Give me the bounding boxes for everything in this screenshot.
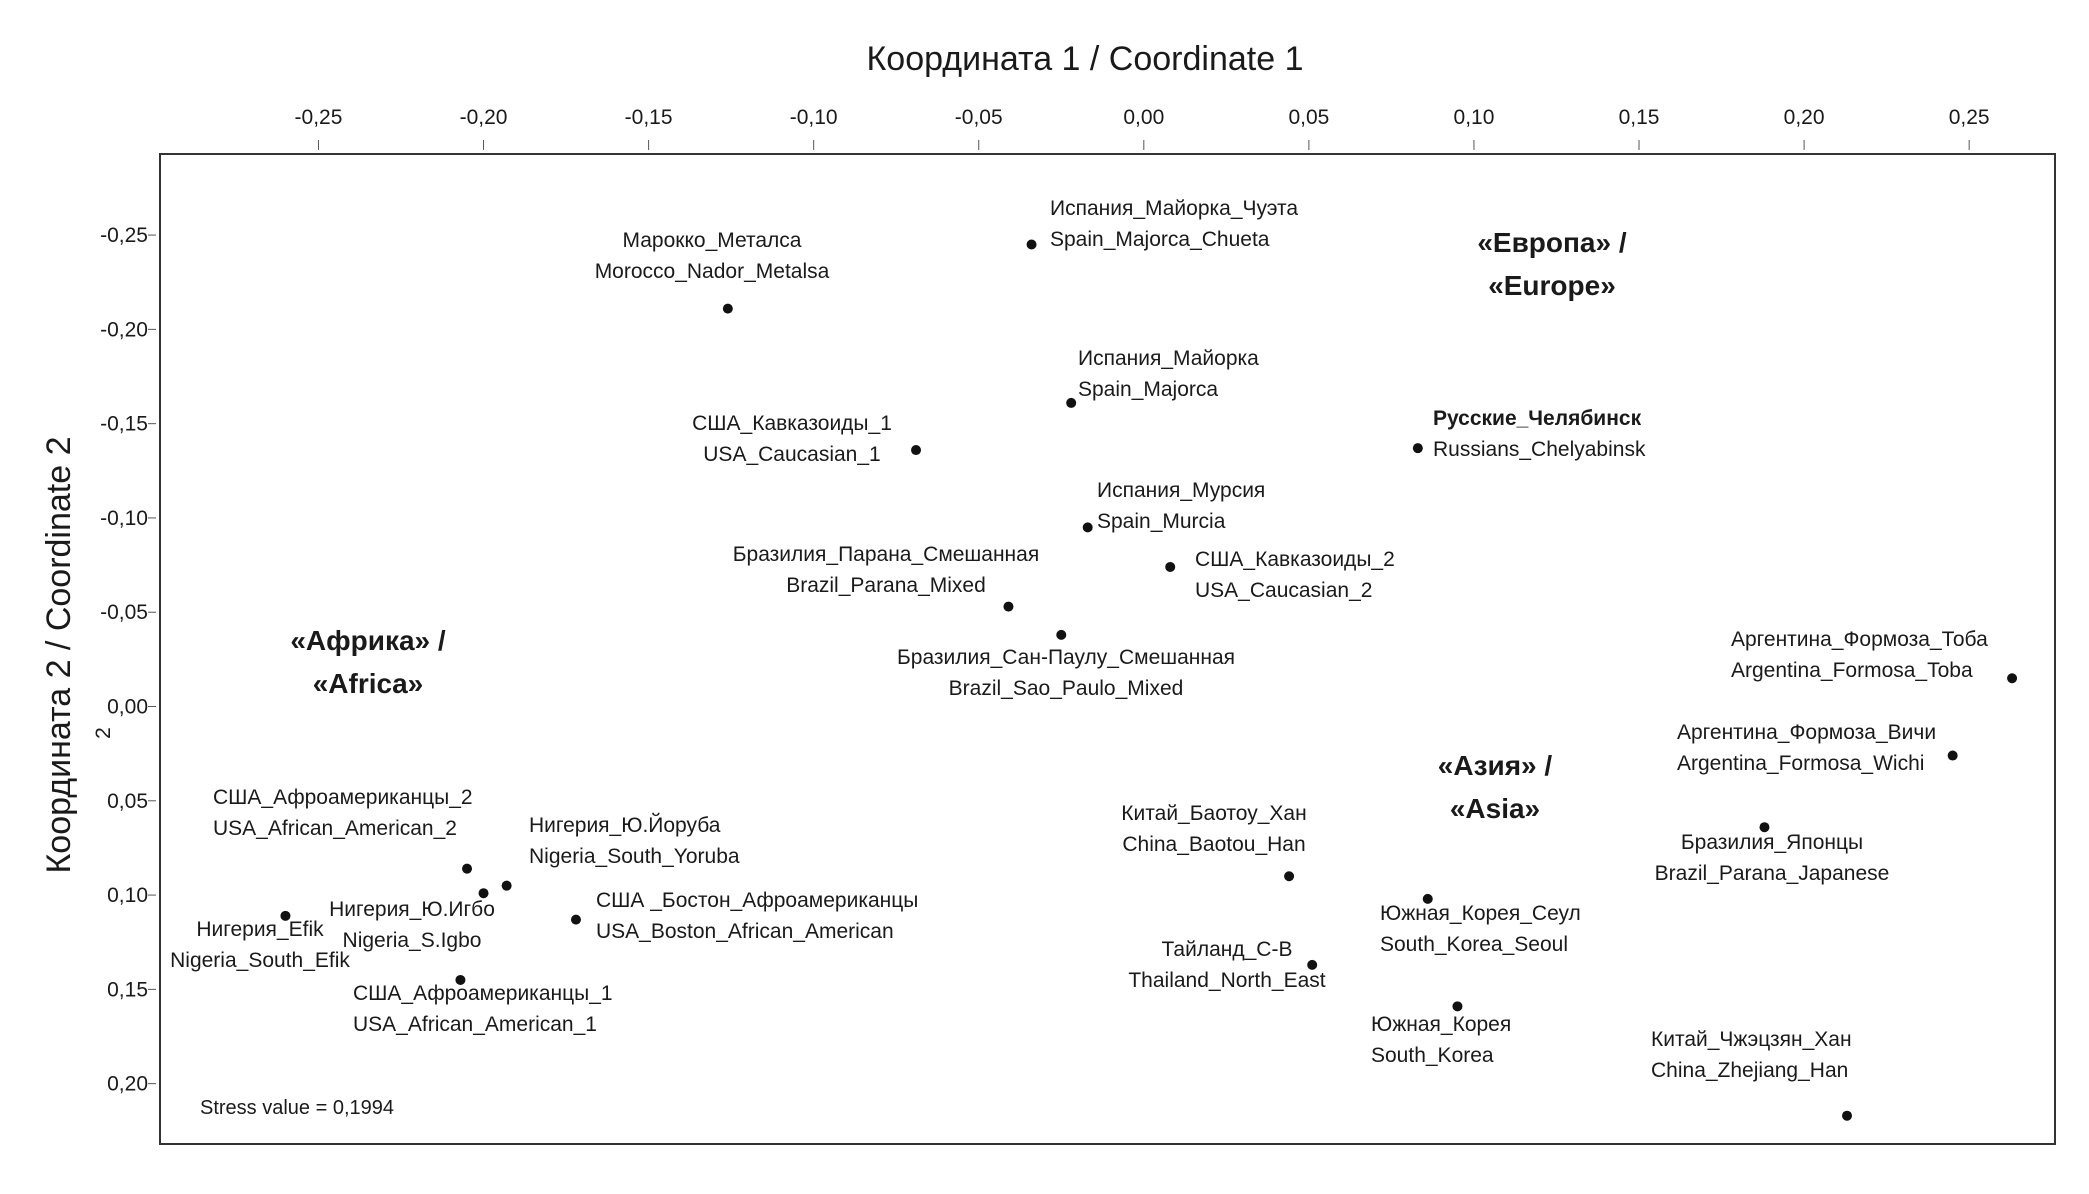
data-point [911, 445, 921, 455]
point-label-ru: Испания_Мурсия [1097, 479, 1266, 502]
point-label-en: Argentina_Formosa_Wichi [1677, 752, 1925, 775]
data-point [1413, 443, 1423, 453]
y-tick-label: -0,20 [100, 318, 148, 342]
region-label: «Africa» [312, 668, 424, 699]
point-label-ru: Китай_Баотоу_Хан [1121, 802, 1307, 825]
point-label-en: Spain_Majorca [1078, 378, 1219, 401]
point-label-ru: Бразилия_Японцы [1680, 831, 1864, 854]
data-point [2007, 673, 2017, 683]
point-label-ru: Южная_Корея_Сеул [1380, 902, 1581, 925]
data-point [723, 304, 733, 314]
point-label-ru: Нигерия_Ю.Игбо [329, 898, 495, 921]
point-label-en: South_Korea_Seoul [1380, 933, 1568, 956]
point-label-ru: США_Афроамериканцы_2 [213, 786, 473, 809]
point-label-ru: Китай_Чжэцзян_Хан [1651, 1028, 1852, 1051]
data-point [1027, 240, 1037, 250]
point-label-en: USA_Boston_African_American [596, 920, 894, 943]
point-label-ru: Бразилия_Парана_Смешанная [732, 543, 1040, 566]
data-point [1452, 1001, 1462, 1011]
point-label-en: USA_Caucasian_1 [703, 443, 881, 466]
point-label-en: Russians_Chelyabinsk [1433, 438, 1646, 461]
data-point [1083, 522, 1093, 532]
region-labels [290, 227, 1627, 824]
point-label-en: Thailand_North_East [1128, 969, 1326, 992]
point-label-ru: Испания_Майорка_Чуэта [1050, 197, 1299, 220]
y-tick-label: 0,00 [107, 695, 148, 719]
data-point [1284, 871, 1294, 881]
point-label-ru: США_Кавказоиды_1 [692, 412, 892, 435]
y-tick-label: -0,05 [100, 601, 148, 625]
point-label-ru: Южная_Корея [1371, 1013, 1512, 1036]
point-label-ru: США_Афроамериканцы_1 [353, 982, 613, 1005]
y-tick-label: 0,20 [107, 1072, 148, 1096]
data-point [571, 915, 581, 925]
point-label-en: USA_African_American_1 [353, 1013, 597, 1036]
data-point [479, 888, 489, 898]
data-point [462, 864, 472, 874]
point-label-en: Brazil_Sao_Paulo_Mixed [948, 677, 1184, 700]
point-label-ru: Марокко_Металса [622, 229, 802, 252]
point-label-en: Brazil_Parana_Mixed [786, 574, 986, 597]
y-tick-label: -0,15 [100, 412, 148, 436]
point-label-en: Argentina_Formosa_Toba [1731, 659, 1973, 682]
point-label-en: China_Zhejiang_Han [1651, 1059, 1849, 1082]
y-tick-label: 0,10 [107, 884, 148, 908]
point-label-ru: США _Бостон_Афроамериканцы [596, 889, 919, 912]
point-label-en: Spain_Majorca_Chueta [1050, 228, 1270, 251]
x-tick-label: 0,05 [1288, 106, 1330, 129]
x-axis-title: Координата 1 / Coordinate 1 [866, 40, 1304, 78]
y-axis-title: Координата 2 / Coordinate 2 [40, 436, 78, 874]
point-label-en: Spain_Murcia [1097, 510, 1226, 533]
x-tick-label: -0,05 [954, 106, 1003, 129]
data-point [1003, 602, 1013, 612]
x-tick-label: -0,20 [459, 106, 508, 129]
data-point [1165, 562, 1175, 572]
region-label: «Europe» [1488, 270, 1616, 301]
region-label: «Asia» [1449, 793, 1541, 824]
x-axis-ticks [295, 106, 1990, 150]
point-label-ru: Тайланд_С-В [1161, 938, 1293, 961]
point-label-ru: Аргентина_Формоза_Тоба [1731, 628, 1988, 651]
data-point [1842, 1111, 1852, 1121]
data-point [1056, 630, 1066, 640]
region-label: «Европа» / [1477, 227, 1627, 258]
point-label-en: Nigeria_South_Yoruba [529, 845, 740, 868]
region-label: «Азия» / [1437, 750, 1553, 781]
x-tick-label: -0,10 [789, 106, 838, 129]
point-label-en: Brazil_Parana_Japanese [1654, 862, 1890, 885]
y-tick-label: 0,15 [107, 978, 148, 1002]
y-axis-ticks [100, 224, 156, 1096]
point-label-en: Nigeria_South_Efik [170, 949, 350, 972]
region-label: «Африка» / [290, 625, 446, 656]
x-tick-label: -0,15 [624, 106, 673, 129]
x-tick-label: 0,15 [1618, 106, 1660, 129]
point-label-ru: Бразилия_Сан-Паулу_Смешанная [896, 646, 1236, 669]
x-tick-label: -0,25 [294, 106, 343, 129]
point-label-en: USA_African_American_2 [213, 817, 457, 840]
point-label-en: South_Korea [1371, 1044, 1494, 1067]
x-tick-label: 0,10 [1453, 106, 1495, 129]
point-label-ru: Испания_Майорка [1078, 347, 1259, 370]
point-label-ru: США_Кавказоиды_2 [1195, 548, 1395, 571]
point-label-en: USA_Caucasian_2 [1195, 579, 1373, 602]
point-label-ru: Нигерия_Efik [196, 918, 324, 941]
x-tick-label: 0,25 [1948, 106, 1990, 129]
point-label-en: Nigeria_S.Igbo [342, 929, 482, 952]
y-tick-label: -0,25 [100, 224, 148, 248]
data-point [502, 881, 512, 891]
stress-value: Stress value = 0,1994 [200, 1097, 395, 1119]
x-tick-label: 0,00 [1123, 106, 1165, 129]
y-tick-label: -0,10 [100, 506, 148, 530]
point-label-ru: Аргентина_Формоза_Вичи [1677, 721, 1937, 744]
point-label-ru: Нигерия_Ю.Йоруба [529, 814, 721, 837]
point-label-en: Morocco_Nador_Metalsa [594, 260, 830, 283]
y-axis-stray-char: 2 [92, 727, 115, 739]
data-point [1066, 398, 1076, 408]
data-point [1948, 751, 1958, 761]
point-label-en: China_Baotou_Han [1122, 833, 1306, 856]
x-tick-label: 0,20 [1783, 106, 1825, 129]
point-label-ru: Русские_Челябинск [1433, 407, 1642, 430]
y-tick-label: 0,05 [107, 789, 148, 813]
